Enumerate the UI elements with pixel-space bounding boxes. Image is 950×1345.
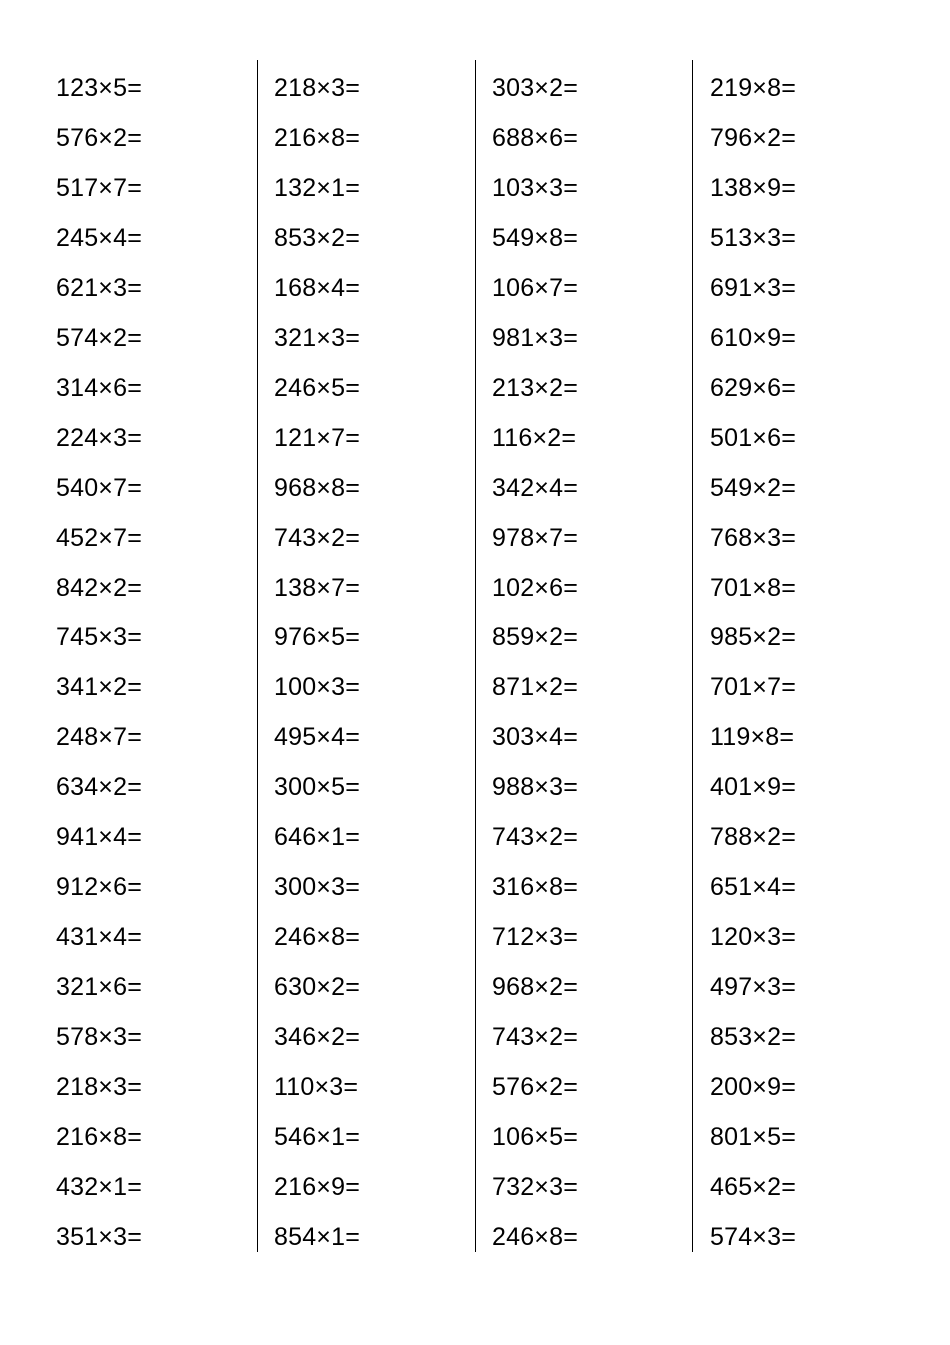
math-problem: 912×6= xyxy=(56,873,143,902)
math-problem: 119×8= xyxy=(710,723,795,752)
math-problem: 138×9= xyxy=(710,173,797,202)
math-problem: 801×5= xyxy=(710,1122,797,1151)
math-problem: 546×1= xyxy=(274,1122,361,1151)
column-divider xyxy=(692,60,693,1252)
math-problem: 321×3= xyxy=(274,323,361,352)
column-divider xyxy=(257,60,258,1252)
math-problem: 968×8= xyxy=(274,473,361,502)
math-problem: 351×3= xyxy=(56,1222,143,1251)
math-problem: 871×2= xyxy=(492,673,579,702)
math-problem: 842×2= xyxy=(56,573,143,602)
math-problem: 634×2= xyxy=(56,773,143,802)
math-problem: 342×4= xyxy=(492,473,579,502)
math-problem: 123×5= xyxy=(56,74,143,102)
math-problem: 743×2= xyxy=(274,523,361,552)
math-problem: 116×2= xyxy=(492,423,577,452)
problem-column-2 xyxy=(257,60,475,1252)
math-problem: 216×8= xyxy=(274,123,361,152)
math-problem: 106×5= xyxy=(492,1122,579,1151)
math-problem: 578×3= xyxy=(56,1023,143,1052)
math-problem: 743×2= xyxy=(492,1023,579,1052)
math-problem: 218×3= xyxy=(56,1073,143,1101)
math-problem: 495×4= xyxy=(274,723,361,752)
math-problem: 401×9= xyxy=(710,773,797,802)
math-problem: 431×4= xyxy=(56,923,143,952)
multiplication-worksheet xyxy=(40,60,910,1252)
math-problem: 651×4= xyxy=(710,873,797,902)
math-problem: 106×7= xyxy=(492,273,579,302)
math-problem: 988×3= xyxy=(492,773,579,802)
math-problem: 303×4= xyxy=(492,723,579,752)
math-problem: 346×2= xyxy=(274,1023,361,1052)
math-problem: 216×8= xyxy=(56,1122,143,1151)
math-problem: 300×3= xyxy=(274,873,361,902)
math-problem: 245×4= xyxy=(56,223,143,252)
column-divider xyxy=(475,60,476,1252)
math-problem: 517×7= xyxy=(56,173,143,202)
math-problem: 513×3= xyxy=(710,223,797,252)
math-problem: 102×6= xyxy=(492,573,579,602)
math-problem: 200×9= xyxy=(710,1073,797,1101)
math-problem: 248×7= xyxy=(56,723,143,752)
math-problem: 976×5= xyxy=(274,623,361,652)
math-problem: 316×8= xyxy=(492,873,579,902)
math-problem: 138×7= xyxy=(274,573,361,602)
math-problem: 853×2= xyxy=(274,223,361,252)
math-problem: 168×4= xyxy=(274,273,361,302)
math-problem: 576×2= xyxy=(492,1073,579,1101)
math-problem: 941×4= xyxy=(56,823,143,852)
problem-column-1 xyxy=(40,60,257,1252)
math-problem: 985×2= xyxy=(710,623,797,652)
math-problem: 853×2= xyxy=(710,1023,797,1052)
math-problem: 549×2= xyxy=(710,473,797,502)
math-problem: 224×3= xyxy=(56,423,143,452)
math-problem: 110×3= xyxy=(274,1073,359,1101)
problem-column-3 xyxy=(475,60,692,1252)
math-problem: 712×3= xyxy=(492,923,579,952)
math-problem: 100×3= xyxy=(274,673,361,702)
math-problem: 796×2= xyxy=(710,123,797,152)
math-problem: 610×9= xyxy=(710,323,797,352)
math-problem: 732×3= xyxy=(492,1172,579,1201)
math-problem: 452×7= xyxy=(56,523,143,552)
math-problem: 103×3= xyxy=(492,173,579,202)
math-problem: 745×3= xyxy=(56,623,143,652)
math-problem: 701×8= xyxy=(710,573,797,602)
math-problem: 854×1= xyxy=(274,1222,361,1251)
math-problem: 321×6= xyxy=(56,973,143,1002)
math-problem: 981×3= xyxy=(492,323,579,352)
math-problem: 341×2= xyxy=(56,673,143,702)
math-problem: 246×5= xyxy=(274,373,361,402)
math-problem: 432×1= xyxy=(56,1172,143,1201)
math-problem: 968×2= xyxy=(492,973,579,1002)
math-problem: 978×7= xyxy=(492,523,579,552)
math-problem: 465×2= xyxy=(710,1172,797,1201)
math-problem: 132×1= xyxy=(274,173,361,202)
math-problem: 121×7= xyxy=(274,423,361,452)
math-problem: 701×7= xyxy=(710,673,797,702)
math-problem: 314×6= xyxy=(56,373,143,402)
math-problem: 646×1= xyxy=(274,823,361,852)
math-problem: 574×2= xyxy=(56,323,143,352)
math-problem: 691×3= xyxy=(710,273,797,302)
math-problem: 859×2= xyxy=(492,623,579,652)
math-problem: 213×2= xyxy=(492,373,579,402)
math-problem: 303×2= xyxy=(492,74,579,102)
math-problem: 120×3= xyxy=(710,923,797,952)
math-problem: 574×3= xyxy=(710,1222,797,1251)
math-problem: 768×3= xyxy=(710,523,797,552)
math-problem: 621×3= xyxy=(56,273,143,302)
math-problem: 629×6= xyxy=(710,373,797,402)
math-problem: 246×8= xyxy=(492,1222,579,1251)
math-problem: 788×2= xyxy=(710,823,797,852)
math-problem: 576×2= xyxy=(56,123,143,152)
math-problem: 630×2= xyxy=(274,973,361,1002)
math-problem: 246×8= xyxy=(274,923,361,952)
problem-column-4 xyxy=(692,60,910,1252)
math-problem: 540×7= xyxy=(56,473,143,502)
math-problem: 549×8= xyxy=(492,223,579,252)
math-problem: 501×6= xyxy=(710,423,797,452)
math-problem: 497×3= xyxy=(710,973,797,1002)
math-problem: 743×2= xyxy=(492,823,579,852)
math-problem: 300×5= xyxy=(274,773,361,802)
math-problem: 216×9= xyxy=(274,1172,361,1201)
math-problem: 218×3= xyxy=(274,74,361,102)
math-problem: 219×8= xyxy=(710,74,797,102)
math-problem: 688×6= xyxy=(492,123,579,152)
